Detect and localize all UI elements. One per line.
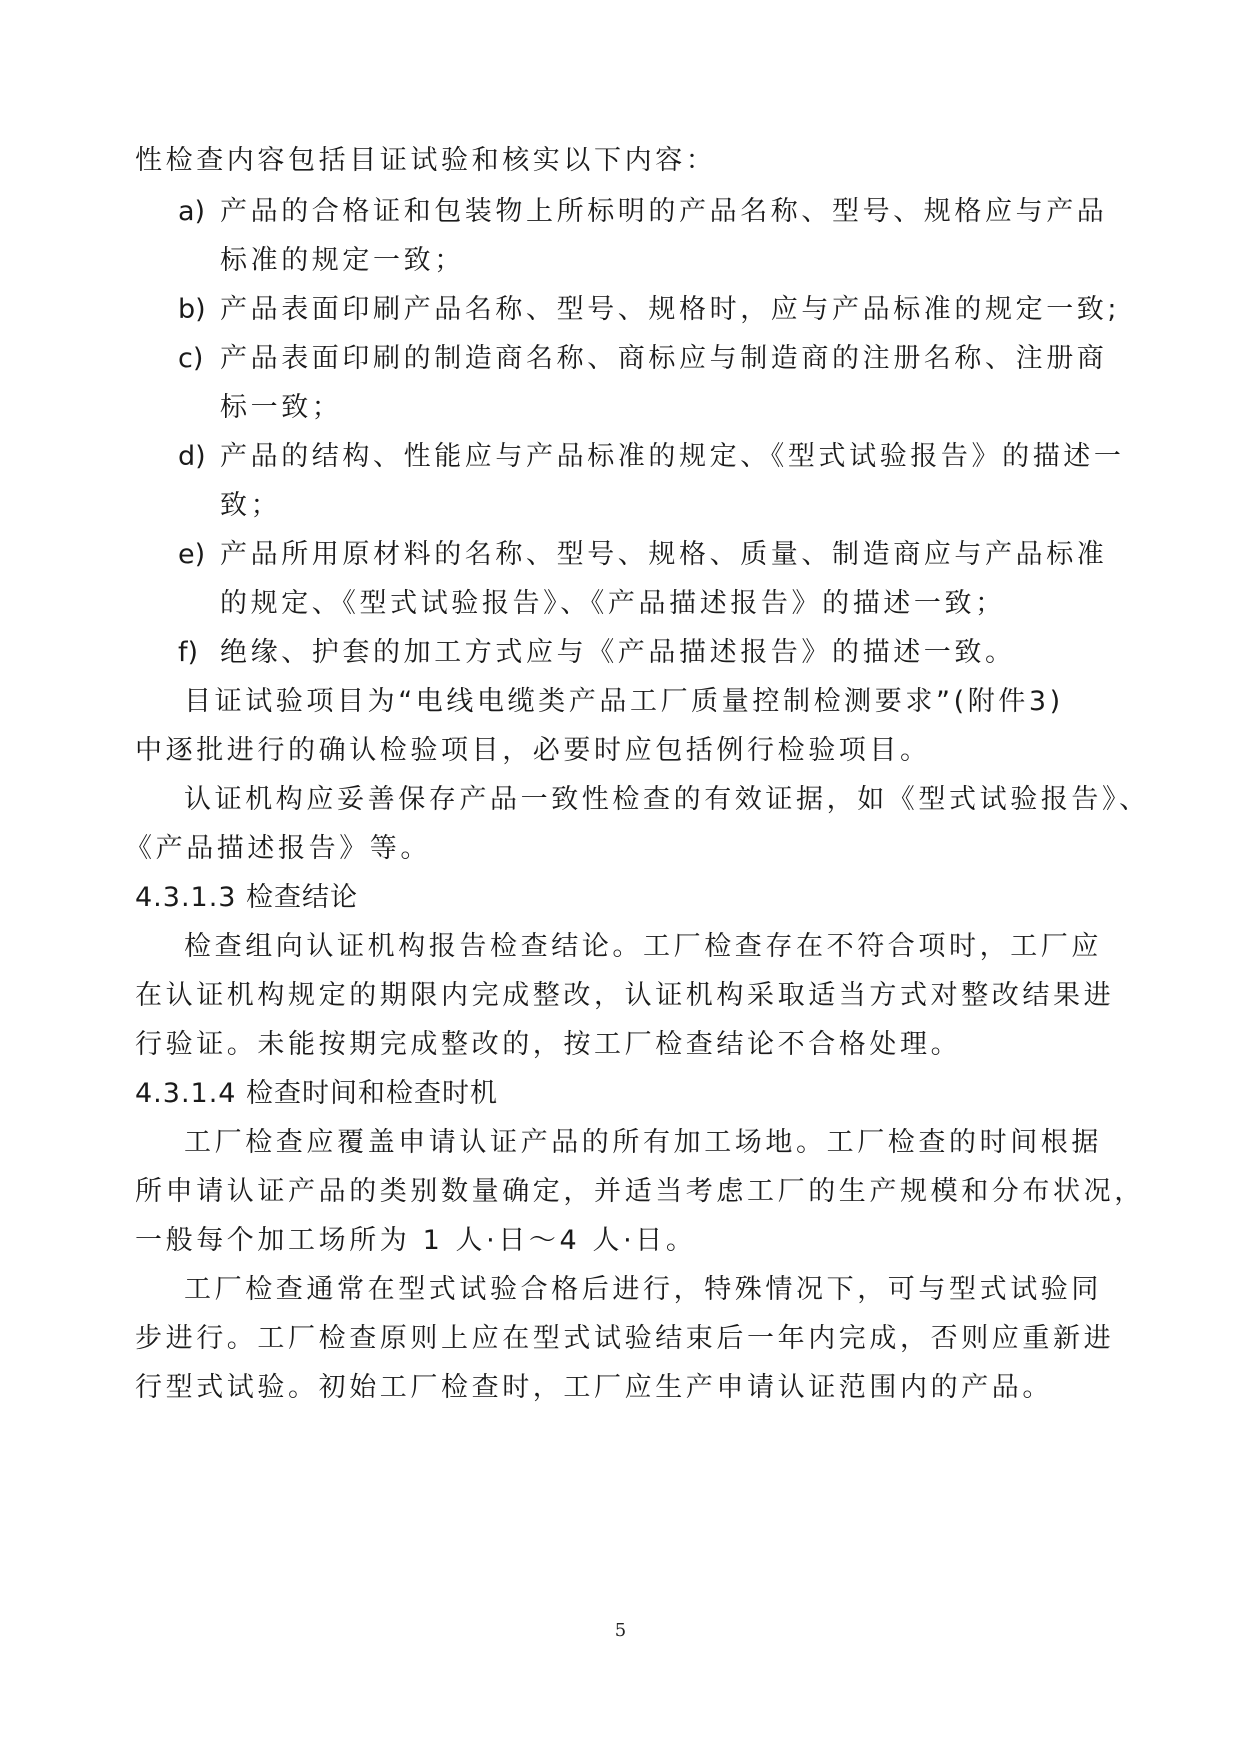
paragraph-line: 中逐批进行的确认检验项目，必要时应包括例行检验项目。 [135, 735, 931, 766]
list-item-c [178, 341, 1107, 377]
paragraph-line: 工厂检查应覆盖申请认证产品的所有加工场地。工厂检查的时间根据 [184, 1127, 1102, 1158]
text-line: 性检查内容包括目证试验和核实以下内容： [135, 145, 717, 176]
list-marker: d) [178, 441, 206, 472]
paragraph-line: 《产品描述报告》等。 [125, 833, 431, 864]
text-line: 标准的规定一致； [220, 245, 465, 276]
paragraph-line: 所申请认证产品的类别数量确定，并适当考虑工厂的生产规模和分布状况， [135, 1176, 1145, 1207]
list-item-text: 产品的结构、性能应与产品标准的规定、《型式试验报告》的描述一 [220, 441, 1125, 472]
list-item-a [178, 194, 1107, 230]
list-item-d [178, 439, 1125, 475]
text-line: 的规定、《型式试验报告》、《产品描述报告》的描述一致； [220, 588, 1006, 619]
list-item-text: 产品表面印刷的制造商名称、商标应与制造商的注册名称、注册商 [220, 343, 1108, 374]
list-marker: b) [178, 294, 206, 325]
section-heading: 4.3.1.3 检查结论 [135, 882, 359, 913]
list-item-e [178, 537, 1107, 573]
text-line: 致； [220, 490, 282, 521]
list-marker: f) [178, 637, 199, 668]
section-heading: 4.3.1.4 检查时间和检查时机 [135, 1078, 499, 1109]
list-item-b [178, 292, 1120, 328]
list-item-text: 绝缘、护套的加工方式应与《产品描述报告》的描述一致。 [220, 637, 1016, 668]
paragraph-line: 在认证机构规定的期限内完成整改，认证机构采取适当方式对整改结果进 [135, 980, 1115, 1011]
list-item-text: 产品的合格证和包装物上所标明的产品名称、型号、规格应与产品 [220, 196, 1108, 227]
paragraph-line: 步进行。工厂检查原则上应在型式试验结束后一年内完成，否则应重新进 [135, 1323, 1115, 1354]
list-marker: a) [178, 196, 206, 227]
paragraph-line: 认证机构应妥善保存产品一致性检查的有效证据，如《型式试验报告》、 [184, 784, 1150, 815]
paragraph-line: 行型式试验。初始工厂检查时，工厂应生产申请认证范围内的产品。 [135, 1372, 1053, 1403]
list-marker: e) [178, 539, 206, 570]
list-item-f [178, 635, 1016, 671]
list-item-text: 产品所用原材料的名称、型号、规格、质量、制造商应与产品标准 [220, 539, 1108, 570]
paragraph-line: 检查组向认证机构报告检查结论。工厂检查存在不符合项时，工厂应 [184, 931, 1102, 962]
list-item-text: 产品表面印刷产品名称、型号、规格时，应与产品标准的规定一致; [220, 294, 1121, 325]
text-line: 标一致； [220, 392, 343, 423]
list-marker: c) [178, 343, 204, 374]
paragraph-line: 行验证。未能按期完成整改的，按工厂检查结论不合格处理。 [135, 1029, 962, 1060]
paragraph-line: 工厂检查通常在型式试验合格后进行，特殊情况下，可与型式试验同 [184, 1274, 1102, 1305]
page-number: 5 [614, 1620, 627, 1641]
paragraph-line: 一般每个加工场所为 1 人·日～4 人·日。 [135, 1225, 697, 1256]
paragraph-line: 目证试验项目为“电线电缆类产品工厂质量控制检测要求”(附件3) [184, 686, 1064, 717]
